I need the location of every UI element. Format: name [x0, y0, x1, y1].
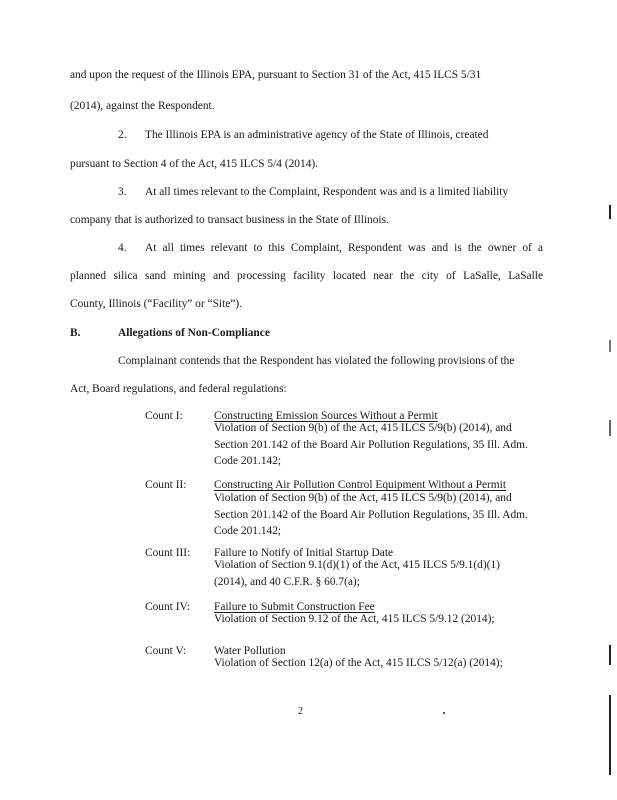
paragraph-3-number: 3.	[118, 186, 127, 198]
count-label: Count V:	[145, 645, 187, 657]
count-title: Constructing Air Pollution Control Equipment Without a Permit	[214, 479, 507, 491]
count-title: Failure to Notify of Initial Startup Date	[214, 547, 394, 559]
count-label: Count IV:	[145, 601, 191, 613]
paragraph-1-continuation-line-1: and upon the request of the Illinois EPA, pursuant to Section 31 of the Act, 415 ILCS 5/31	[70, 69, 482, 81]
scan-speck	[443, 712, 445, 714]
scan-edge-mark	[609, 340, 611, 352]
paragraph-2-line-1: The Illinois EPA is an administrative agency of the State of Illinois, created	[145, 129, 489, 141]
page-number: 2	[298, 706, 303, 717]
paragraph-3-line-1: At all times relevant to the Complaint, Respondent was and is a limited liability	[145, 186, 509, 198]
paragraph-2-number: 2.	[118, 129, 127, 141]
count-title: Constructing Emission Sources Without a Permit	[214, 410, 438, 422]
paragraph-4-line-1: At all times relevant to this Complaint, Respondent was and is the owner of a	[145, 242, 543, 254]
section-b-letter: B.	[70, 327, 81, 339]
section-b-title: Allegations of Non-Compliance	[118, 327, 270, 339]
count-title: Water Pollution	[214, 645, 286, 657]
paragraph-4-line-3: County, Illinois (“Facility” or “Site”).	[70, 298, 242, 310]
count-body: Violation of Section 9.1(d)(1) of the Act, 415 ILCS 5/9.1(d)(1) (2014), and 40 C.F.R. § 60.7(a);	[214, 559, 500, 588]
intro-line-2: Act, Board regulations, and federal regulations:	[70, 383, 287, 395]
paragraph-1-continuation-line-2: (2014), against the Respondent.	[70, 100, 215, 112]
paragraph-2-line-2: pursuant to Section 4 of the Act, 415 ILCS 5/4 (2014).	[70, 158, 319, 170]
count-body: Violation of Section 9(b) of the Act, 415 ILCS 5/9(b) (2014), and Section 201.142 of the Board Air Pollution Regulations, 35 Ill. Adm. Code 201.142;	[214, 492, 528, 537]
paragraph-3-line-2: company that is authorized to transact business in the State of Illinois.	[70, 214, 389, 226]
scan-edge-mark	[609, 420, 611, 436]
count-label: Count II:	[145, 479, 187, 491]
count-body: Violation of Section 9(b) of the Act, 415 ILCS 5/9(b) (2014), and Section 201.142 of the Board Air Pollution Regulations, 35 Ill. Adm. Code 201.142;	[214, 422, 528, 467]
count-label: Count III:	[145, 547, 191, 559]
paragraph-4-number: 4.	[118, 242, 127, 254]
count-label: Count I:	[145, 410, 183, 422]
count-body: Violation of Section 9.12 of the Act, 415 ILCS 5/9.12 (2014);	[214, 613, 495, 625]
scan-edge-mark	[609, 205, 611, 219]
scan-edge-mark	[609, 695, 611, 775]
intro-line-1: Complainant contends that the Respondent has violated the following provisions of the	[118, 355, 515, 367]
count-title: Failure to Submit Construction Fee	[214, 601, 375, 613]
scan-edge-mark	[609, 645, 611, 665]
count-body: Violation of Section 12(a) of the Act, 415 ILCS 5/12(a) (2014);	[214, 657, 503, 669]
paragraph-4-line-2: planned silica sand mining and processing facility located near the city of LaSalle, LaSalle	[70, 270, 543, 282]
